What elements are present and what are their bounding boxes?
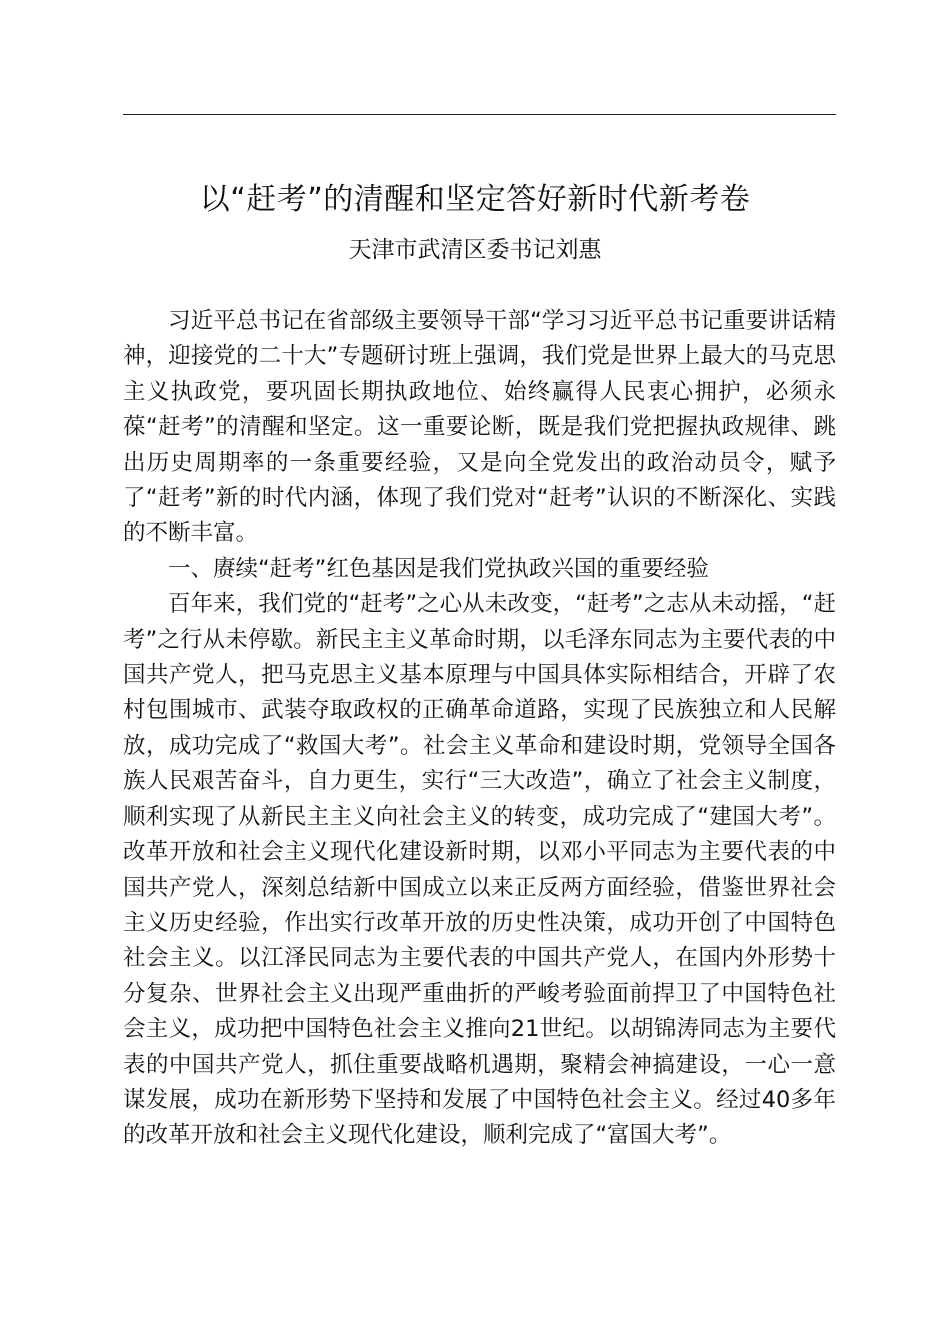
document-author: 天津市武清区委书记刘惠: [348, 237, 602, 263]
paragraph-intro: 习近平总书记在省部级主要领导干部“学习习近平总书记重要讲话精神，迎接党的二十大”专题研讨班上强调，我们党是世界上最大的马克思主义执政党，要巩固长期执政地位、始终赢得人民衷心拥护，必须永葆“赶考”的清醒和坚定。这一重要论断，既是我们党把握执政规律、跳出历史周期率的一条重要经验，又是向全党发出的政治动员令，赋予了“赶考”新的时代内涵，体现了我们党对“赶考”认识的不断深化、实践的不断丰富。: [123, 308, 836, 547]
section-heading: 一、赓续“赶考”红色基因是我们党执政兴国的重要经验: [168, 555, 709, 582]
header-rule: [123, 114, 836, 115]
document-body: [123, 304, 836, 1154]
paragraph-history: 百年来，我们党的“赶考”之心从未改变，“赶考”之志从未动摇，“赶考”之行从未停歇。新民主主义革命时期，以毛泽东同志为主要代表的中国共产党人，把马克思主义基本原理与中国具体实际相结合，开辟了农村包围城市、武装夺取政权的正确革命道路，实现了民族独立和人民解放，成功完成了“救国大考”。社会主义革命和建设时期，党领导全国各族人民艰苦奋斗，自力更生，实行“三大改造”，确立了社会主义制度，顺利实现了从新民主主义向社会主义的转变，成功完成了“建国大考”。改革开放和社会主义现代化建设新时期，以邓小平同志为主要代表的中国共产党人，深刻总结新中国成立以来正反两方面经验，借鉴世界社会主义历史经验，作出实行改革开放的历史性决策，成功开创了中国特色社会主义。以江泽民同志为主要代表的中国共产党人，在国内外形势十分复杂、世界社会主义出现严重曲折的严峻考验面前捍卫了中国特色社会主义，成功把中国特色社会主义推向21世纪。以胡锦涛同志为主要代表的中国共产党人，抓住重要战略机遇期，聚精会神搞建设，一心一意谋发展，成功在新形势下坚持和发展了中国特色社会主义。经过40多年的改革开放和社会主义现代化建设，顺利完成了“富国大考”。: [123, 591, 836, 1149]
document-title: 以“赶考”的清醒和坚定答好新时代新考卷: [199, 182, 751, 217]
